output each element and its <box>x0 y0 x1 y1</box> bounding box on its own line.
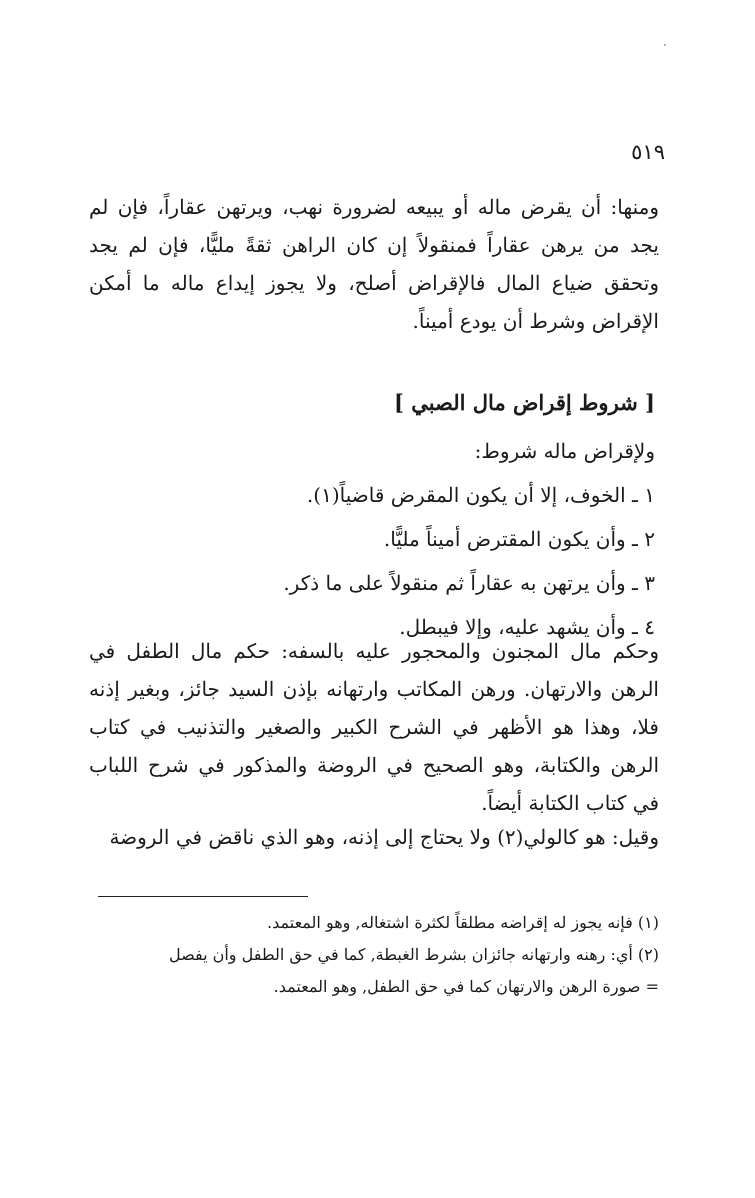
footnote-1: (١) فإنه يجوز له إقراضه مطلقاً لكثرة اشتغاله, وهو المعتمد. <box>267 913 659 932</box>
footnote-2-continuation: = صورة الرهن والارتهان كما في حق الطفل, وهو المعتمد. <box>273 977 659 996</box>
footnotes <box>89 908 659 1004</box>
scan-speck <box>664 44 666 46</box>
list-item-4: ٤ ـ وأن يشهد عليه، وإلا فيبطل. <box>399 615 655 639</box>
list-intro: ولإقراض ماله شروط: <box>474 439 655 463</box>
paragraph-2: وحكم مال المجنون والمحجور عليه بالسفه: حكم مال الطفل في الرهن والارتهان. ورهن المكاتب وارتهانه بإذن السيد جائز، وبغير إذنه فلا، وهذا هو الأظهر في الشرح الكبير والصغير والتذنيب في كتاب الرهن والكتابة، وهو الصحيح في الروضة والمذكور في شرح اللباب في كتاب الكتابة أيضاً. <box>89 639 659 815</box>
list-item-1: ١ ـ الخوف، إلا أن يكون المقرض قاضياً(١). <box>306 483 655 507</box>
conditions-list <box>95 432 655 652</box>
list-item-3: ٣ ـ وأن يرتهن به عقاراً ثم منقولاً على ما ذكر. <box>283 571 655 595</box>
paragraph-3: وقيل: هو كالولي(٢) ولا يحتاج إلى إذنه، وهو الذي ناقض في الروضة <box>109 825 659 849</box>
footnote-2: (٢) أي: رهنه وارتهانه جائزان بشرط الغبطة, كما في حق الطفل وأن يفصل <box>168 945 659 964</box>
section-heading: [ شروط إقراض مال الصبي ] <box>393 390 655 415</box>
page-number: ٥١٩ <box>631 140 665 164</box>
footnote-divider <box>98 896 308 897</box>
paragraph-1: ومنها: أن يقرض ماله أو يبيعه لضرورة نهب، ويرتهن عقاراً، فإن لم يجد من يرهن عقاراً فمنقولاً إن كان الراهن ثقةً مليًّا، فإن لم يجد وتحقق ضياع المال فالإقراض أصلح، ولا يجوز إيداع ماله ما أمكن الإقراض وشرط أن يودع أميناً. <box>89 195 659 333</box>
list-item-2: ٢ ـ وأن يكون المقترض أميناً مليًّا. <box>383 527 655 551</box>
